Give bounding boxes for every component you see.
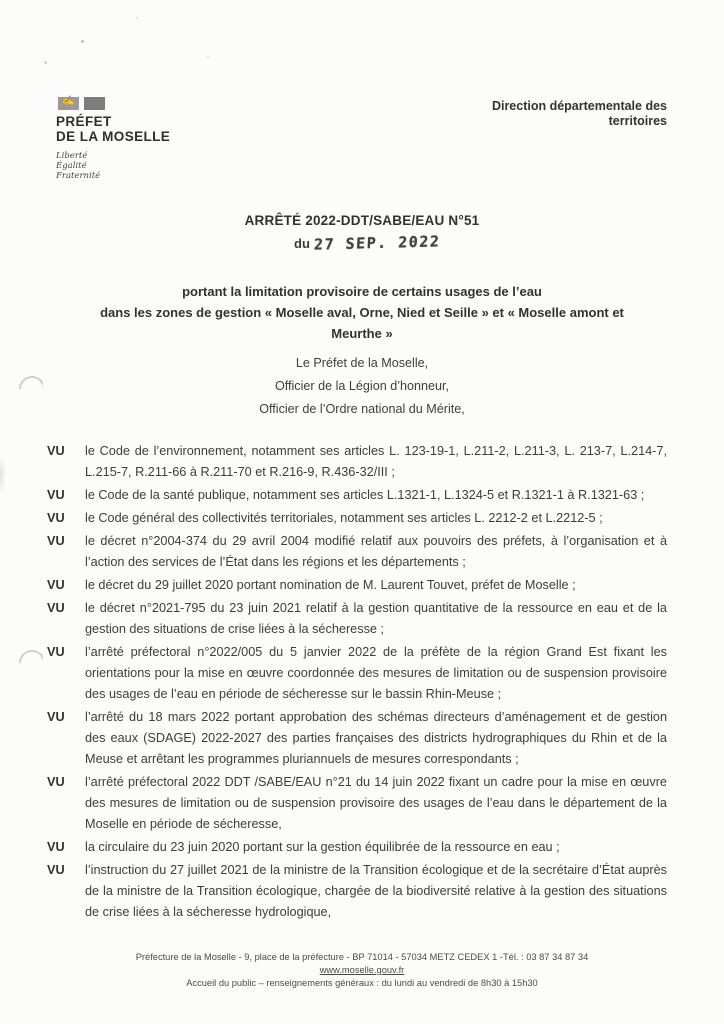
salutation-line: Officier de l’Ordre national du Mérite, — [259, 402, 465, 416]
vu-text: le décret du 29 juillet 2020 portant nomination de M. Laurent Touvet, préfet de Moselle ; — [85, 578, 576, 592]
vu-item — [47, 575, 667, 596]
logo-title-line2: DE LA MOSELLE — [56, 129, 171, 144]
vu-text: la circulaire du 23 juin 2020 portant sur la gestion équilibrée de la ressource en eau ; — [85, 840, 560, 854]
vu-label: VU — [47, 710, 65, 724]
motto-line: Liberté — [56, 151, 88, 161]
date-line — [0, 234, 724, 252]
vu-text: le décret n°2021-795 du 23 juin 2021 relatif à la gestion quantitative de la ressource en eau et de la gestion des situations de crise liées à la sécheresse ; — [85, 601, 667, 636]
subject-line: Meurthe » — [331, 326, 393, 341]
footer — [0, 951, 724, 990]
vu-text: l’instruction du 27 juillet 2021 de la ministre de la Transition écologique et de la secrétaire d’État auprès de la ministre de la Transition écologique, chargée de la biodiversité relative à la gestion des situations de crise liées à la sécheresse hydrologique, — [85, 863, 667, 919]
vu-list — [47, 441, 667, 925]
vu-label: VU — [47, 840, 65, 854]
vu-label: VU — [47, 863, 65, 877]
vu-text: le Code de la santé publique, notamment ses articles L.1321-1, L.1324-5 et R.1321-1 à R.1321-63 ; — [85, 488, 645, 502]
subject-line: portant la limitation provisoire de certains usages de l’eau — [182, 284, 542, 299]
vu-text: le décret n°2004-374 du 29 avril 2004 modifié relatif aux pouvoirs des préfets, à l’organisation et à l’action des services de l’État dans les régions et les départements ; — [85, 534, 667, 569]
punch-hole-shadow — [17, 650, 43, 663]
flag-block-left — [58, 97, 79, 110]
scan-smudge — [0, 455, 6, 495]
footer-hours: Accueil du public – renseignements généraux : du lundi au vendredi de 8h30 à 15h30 — [186, 978, 538, 988]
subject-block — [40, 281, 684, 344]
vu-item — [47, 598, 667, 640]
subject-line: dans les zones de gestion « Moselle aval, Orne, Nied et Seille » et « Moselle amont et — [100, 305, 624, 320]
flag-block-right — [84, 97, 105, 110]
date-stamp: 27 SEP. 2022 — [313, 232, 441, 254]
vu-item — [47, 531, 667, 573]
salutation-line: Officier de la Légion d’honneur, — [274, 379, 450, 393]
motto-line: Égalité — [56, 161, 87, 171]
direction-line: Direction départementale des — [491, 99, 667, 113]
prefet-logo — [56, 97, 170, 181]
vu-item — [47, 837, 667, 858]
vu-text: le Code général des collectivités territoriales, notamment ses articles L. 2212-2 et L.2212-5 ; — [85, 511, 603, 525]
vu-item — [47, 860, 667, 923]
republic-motto — [56, 151, 170, 181]
vu-text: l’arrêté du 18 mars 2022 portant approbation des schémas directeurs d’aménagement et de gestion des eaux (SDAGE) 2022-2027 des parties françaises des districts hydrographiques du Rhin et de la Meuse et arrêtant les programmes pluriannuels de mesures correspondants ; — [85, 710, 667, 766]
vu-item — [47, 642, 667, 705]
title-block — [0, 213, 724, 252]
vu-text: le Code de l’environnement, notamment ses articles L. 123-19-1, L.211-2, L.211-3, L. 213-7, L.214-7, L.215-7, R.211-66 à R.211-70 et R.216-9, R.436-32/III ; — [85, 444, 667, 479]
salutation-block — [0, 352, 724, 421]
issuing-direction — [492, 99, 667, 129]
vu-label: VU — [47, 601, 65, 615]
direction-line: territoires — [608, 114, 667, 128]
scan-speck — [81, 40, 84, 43]
footer-url: www.moselle.gouv.fr — [319, 965, 405, 975]
vu-label: VU — [47, 645, 65, 659]
scan-speck — [44, 61, 47, 64]
vu-item — [47, 441, 667, 483]
scan-speck — [136, 17, 138, 19]
footer-address: Préfecture de la Moselle - 9, place de la préfecture - BP 71014 - 57034 METZ CEDEX 1 -Tél. : 03 87 34 87 34 — [135, 952, 589, 962]
vu-label: VU — [47, 775, 65, 789]
date-prefix: du — [294, 236, 310, 251]
vu-text: l’arrêté préfectoral n°2022/005 du 5 janvier 2022 de la préfète de la région Grand Est fixant les orientations pour la mise en œuvre coordonnée des mesures de limitation ou de suspension provisoire des usages de l’eau en période de sécheresse sur le bassin Rhin-Meuse ; — [85, 645, 667, 701]
motto-line: Fraternité — [56, 171, 101, 181]
vu-label: VU — [47, 534, 65, 548]
vu-label: VU — [47, 511, 65, 525]
salutation-line: Le Préfet de la Moselle, — [295, 356, 429, 370]
scan-speck — [207, 56, 209, 58]
vu-item — [47, 707, 667, 770]
logo-title-line1: PRÉFET — [56, 114, 112, 129]
vu-item — [47, 508, 667, 529]
vu-item — [47, 485, 667, 506]
arrete-title: ARRÊTÉ 2022-DDT/SABE/EAU N°51 — [244, 213, 480, 228]
vu-label: VU — [47, 444, 65, 458]
vu-text: l’arrêté préfectoral 2022 DDT /SABE/EAU n°21 du 14 juin 2022 fixant un cadre pour la mise en œuvre des mesures de limitation ou de suspension provisoire des usages de l’eau dans le département de la Moselle en période de sécheresse, — [85, 775, 667, 831]
vu-label: VU — [47, 488, 65, 502]
french-flag-icon — [58, 97, 170, 110]
vu-item — [47, 772, 667, 835]
vu-label: VU — [47, 578, 65, 592]
